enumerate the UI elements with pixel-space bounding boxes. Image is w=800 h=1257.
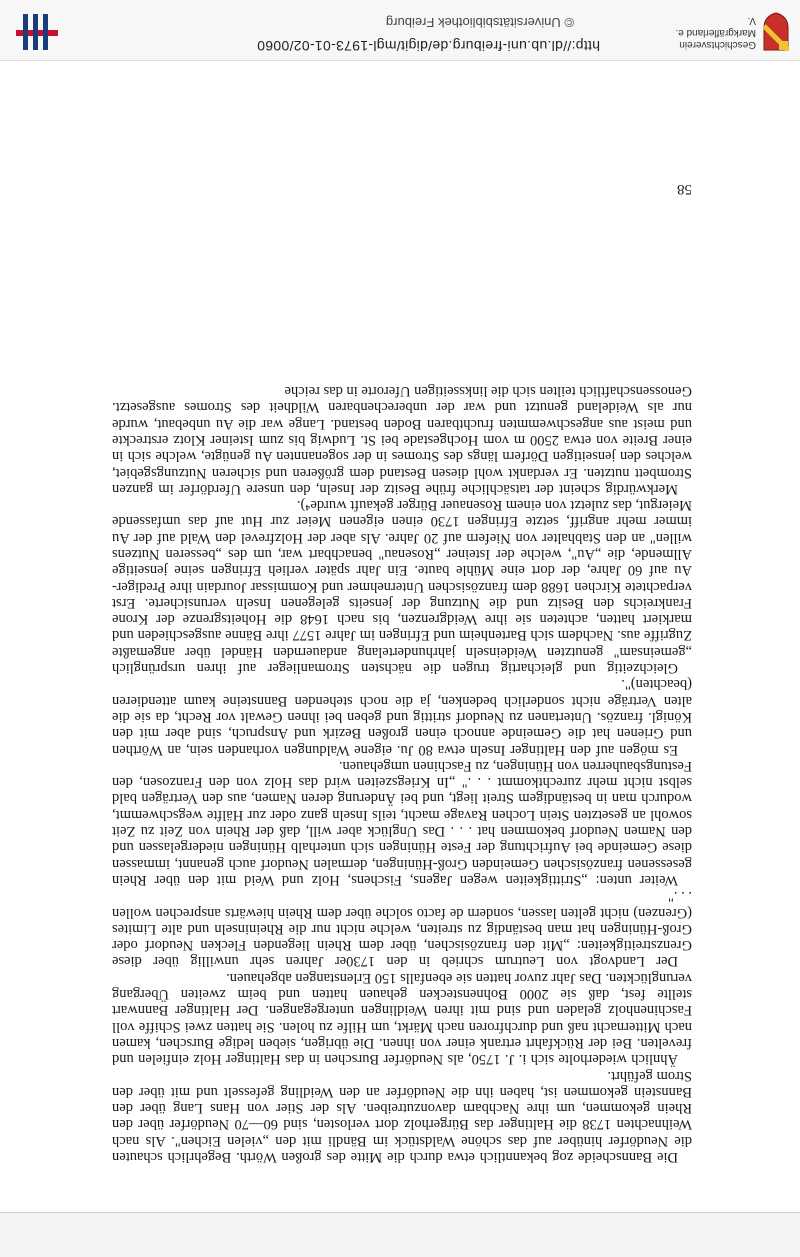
coat-of-arms-icon [762,12,790,52]
bottom-bar [0,1212,800,1257]
page-header [0,0,800,61]
library-logo-icon [12,12,62,52]
paragraph: Gleichzeitig und gleichartig trugen die nächsten Stromanlieger auf ihren ursprünglich „gemeinsam" genutzten Weideinseln jahrhundertelang andauernden Händel über angemaßte Zugriffe aus. Nachdem sich Bartenheim und Efringen im Jahre 1577 ihre Bänne ausgeschieden und markiert hatten, achteten sie ihre Weidgrenzen, bis nach 1648 die Hoheitsgrenze der Krone Frankreichs den Besitz und die Nutzung der jenseits gelegenen Inseln verunsicherte. Erst verpachtete Kirchen 1688 dem französischen Unternehmer und Kommissar Jourdain ihre Prediger-Au auf 60 Jahre, der dort eine Mühle baute. Ein Jahr später verlieh Efringen seine jenseitige Allmende, die „Au", welche der Isteiner „Rosenau" benachbart war, um des „besseren Nutzens willen" an den Stabhalter von Niefern auf 20 Jahre. Als aber der Holzfrevel den Wald auf der Au immer mehr angriff, setzte Efringen 1730 einen eigenen Meier zur Hut auf das umfassende Meiergut, das zuletzt von einem Rosenauer Bürger gekauft wurde⁴). [112,497,692,677]
paragraph: Der Landvogt von Leutrum schrieb in den 1730er Jahren sehr unwillig über diese Grenzstreitigkeiten: „Mit den französischen, über dem Rhein liegenden Flecken Neudorf oder Groß-Hüningen hat man beständig zu streiten, welche nicht nur die Rheininseln und alte Limites (Grenzen) nicht gelten lassen, sondern de facto solche über dem Rhein hiewärts ansprechen wollen . . ." [112,888,692,970]
society-line-1: Geschichtsverein [679,39,756,50]
paragraph: Weiter unten: „Strittigkeiten wegen Jagens, Fischens, Holz und Weid mit den über Rhein gesessenen französischen Gemeinden Groß-Hüningen, dermalen Neudorf auch genannt, immassen diese Gemeinde bei Aufrichtung der Feste Hüningen sich unterhalb Hüningen niedergelassen und den Namen Neudorf bekommen hat . . . Das Unglück aber will, daß der Rhein von Zeit zu Zeit sowohl an gesetzten Stein Lochen Ravage macht, teils Inseln ganz oder zur Hälfte wegschwemmt, wodurch man in beständigem Streit liegt, und bei Änderung deren Namen, aus den Verträgen bald selbst nicht mehr zurechtkommt . . ." „In Kriegszeiten wird das Holz von den Franzosen, den Festungsbauherren von Hüningen, zu Faschinen umgehauen. [112,757,692,888]
society-line-2: Markgräflerland e. V. [675,15,756,38]
paragraph: Merkwürdig scheint der tatsächliche frühe Besitz der Inseln, den unsere Uferdörfer im ganzen Strombett nutzten. Er verdankt wohl diesen Bestand dem größeren und sicheren Nutzungsgebiet, welches den jenseitigen Dörfern längs des Stromes in der sogenannten Au genügte, welche sich in einer Breite von etwa 2500 m vom Hochgestade bei St. Ludwig bis zum Isteiner Klotz erstreckte und meist aus angeschwemmten fruchtbaren Boden bestand. Lange war die Au unbebaut, wurde nur als Weideland genutzt und war der unberechenbaren Wildheit des Stromes ausgesetzt. Genossenschaftlich teilten sich die linksseitigen Uferorte in das reiche [112,383,692,497]
paragraph: Die Bannscheide zog bekanntlich etwa durch die Mitte des großen Wörth. Begehrlich schauten die Neudörfer hinüber auf das schöne Waldstück im Bändli mit den „vielen Eichen". Als nach Weihnachten 1738 die Haltinger das Bürgerholz dort verlosten, sind 60—70 Neudörfer über den Rhein gekommen, um ihre Nachbarn davonzutreiben. Als der Stier von Hans Lang über den Bannstein gekommen ist, haben ihn die Neudörfer an den Weidling gefesselt und mit über den Strom geführt. [112,1067,692,1165]
document-url[interactable]: http://dl.ub.uni-freiburg.de/digit/mgl-1973-01-02/0060 [256,38,600,54]
copyright-notice: © Universitätsbibliothek Freiburg [385,15,574,30]
society-name [666,14,756,50]
page-body [112,383,692,1165]
paragraph: Es mögen auf den Haltinger Inseln etwa 80 Ju. eigene Waldungen vorhanden sein, an Wörthen und Grienen hat die Gemeinde annoch einen großen Bezirk und Anspruch, sind aber mit den Königl. französ. Untertanen zu Neudorf strittig und geben bei ihnen Gewalt vor Recht, da sie die alten Verträge nicht sonderlich bedenken, ja die noch stehenden Bannsteine kaum attendieren (beachten)". [112,676,692,758]
page-number: 58 [677,181,692,197]
paragraph: Ähnlich wiederholte sich i. J. 1750, als Neudörfer Burschen in das Haltinger Holz einfielen und frevelten. Bei der Rückfahrt ertrank einer von ihnen. Die übrigen, sieben ledige Burschen, kamen nach Mitternacht naß und durchfroren nach Märkt, um Hilfe zu holen. Sie hatten zwei Schiffe voll Faschinenholz geladen und sind mit ihren Weidlingen untergegangen. Der Haltinger Bannwart stellte fest, daß sie 2000 Bohnenstecken gehauen hatten und beim zweiten Übergang verunglückten. Das Jahr zuvor hatten sie ebenfalls 150 Erlenstangen abgehauen. [112,969,692,1068]
